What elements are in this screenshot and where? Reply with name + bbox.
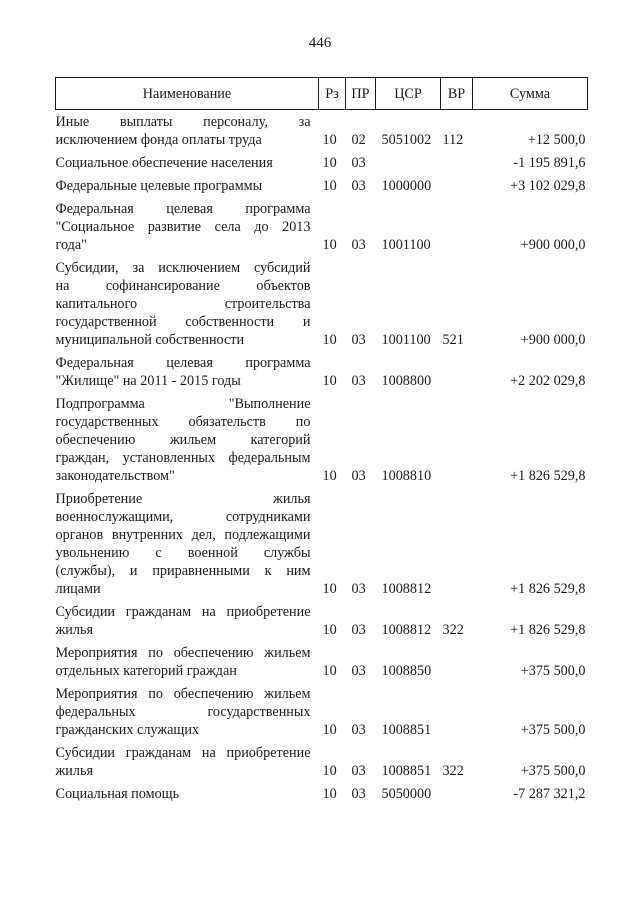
row-sum: +1 826 529,8 <box>510 581 586 597</box>
row-name <box>56 488 319 601</box>
row-name-line: "Жилище" на 2011 - 2015 годы <box>55 373 241 389</box>
header-name: Наименование <box>56 78 319 110</box>
row-name <box>56 352 319 393</box>
row-name-line: федеральных государственных <box>55 704 311 720</box>
row-name-line: Подпрограмма "Выполнение <box>55 396 311 412</box>
row-vr <box>441 783 473 806</box>
row-rz: 10 <box>322 373 337 389</box>
row-sum: +2 202 029,8 <box>510 373 586 389</box>
table-row <box>56 152 588 175</box>
row-name-line: Мероприятия по обеспечению жильем <box>55 686 311 702</box>
row-pr: 03 <box>351 763 366 779</box>
row-sum: +3 102 029,8 <box>510 178 586 194</box>
row-name <box>56 175 319 198</box>
row-sum: +375 500,0 <box>520 722 586 738</box>
row-pr: 02 <box>351 132 366 148</box>
table-row <box>56 198 588 257</box>
row-csr: 1001100 <box>381 237 431 253</box>
row-vr <box>441 642 473 683</box>
header-sum: Сумма <box>473 78 588 110</box>
table-row <box>56 601 588 642</box>
row-rz: 10 <box>322 178 337 194</box>
row-rz: 10 <box>322 468 337 484</box>
row-name-line: Федеральная целевая программа <box>55 355 311 371</box>
row-pr: 03 <box>351 237 366 253</box>
row-name-line: Мероприятия по обеспечению жильем <box>55 645 311 661</box>
table-body <box>56 110 588 807</box>
row-csr: 1001100 <box>381 332 431 348</box>
table-row <box>56 352 588 393</box>
table-row <box>56 683 588 742</box>
row-csr: 1008800 <box>381 373 432 389</box>
row-vr <box>441 393 473 488</box>
row-pr: 03 <box>351 786 366 802</box>
row-rz: 10 <box>322 622 337 638</box>
row-csr: 5050000 <box>381 786 432 802</box>
table-row <box>56 783 588 806</box>
row-rz: 10 <box>322 132 337 148</box>
row-pr: 03 <box>351 178 366 194</box>
row-pr: 03 <box>351 622 366 638</box>
row-sum: +1 826 529,8 <box>510 622 586 638</box>
row-rz: 10 <box>322 237 337 253</box>
row-name-line: Федеральная целевая программа <box>55 201 311 217</box>
row-name <box>56 257 319 352</box>
row-name-line: Федеральные целевые программы <box>55 178 263 194</box>
row-sum: -1 195 891,6 <box>513 155 586 171</box>
row-sum: +12 500,0 <box>527 132 586 148</box>
row-name-line: органов внутренних дел, подлежащими <box>55 527 311 543</box>
row-name-line: жилья <box>55 763 93 779</box>
row-name-line: законодательством" <box>55 468 175 484</box>
budget-table <box>55 77 588 806</box>
row-vr <box>441 488 473 601</box>
row-name-line: Субсидии гражданам на приобретение <box>55 604 311 620</box>
row-rz: 10 <box>322 786 337 802</box>
row-sum: +900 000,0 <box>520 332 586 348</box>
header-pr: ПР <box>346 78 376 110</box>
row-name-line: отдельных категорий граждан <box>55 663 237 679</box>
row-name <box>56 152 319 175</box>
row-rz: 10 <box>322 663 337 679</box>
row-vr <box>441 198 473 257</box>
row-name-line: Социальная помощь <box>55 786 180 802</box>
row-name-line: муниципальной собственности <box>55 332 245 348</box>
row-name-line: Субсидии гражданам на приобретение <box>55 745 311 761</box>
row-rz: 10 <box>322 722 337 738</box>
row-name <box>56 601 319 642</box>
header-vr: ВР <box>441 78 473 110</box>
table-row <box>56 393 588 488</box>
row-name-line: Субсидии, за исключением субсидий <box>55 260 311 276</box>
row-vr: 322 <box>442 622 464 638</box>
row-vr <box>441 152 473 175</box>
row-csr: 1008812 <box>381 581 432 597</box>
row-csr: 5051002 <box>381 132 432 148</box>
row-pr: 03 <box>351 581 366 597</box>
header-csr: ЦСР <box>376 78 441 110</box>
row-name <box>56 110 319 153</box>
row-name-line: капитального строительства <box>55 296 311 312</box>
row-vr: 521 <box>442 332 464 348</box>
row-name-line: исключением фонда оплаты труда <box>55 132 262 148</box>
row-vr: 112 <box>442 132 464 148</box>
row-csr: 1008850 <box>381 663 432 679</box>
row-pr: 03 <box>351 468 366 484</box>
row-pr: 03 <box>351 155 366 171</box>
row-name <box>56 683 319 742</box>
table-header <box>56 78 588 110</box>
row-csr <box>376 152 441 175</box>
row-sum: +900 000,0 <box>520 237 586 253</box>
row-name-line: государственной собственности и <box>55 314 311 330</box>
row-name-line: обеспечению жильем категорий <box>55 432 311 448</box>
row-name-line: государственных обязательств по <box>55 414 311 430</box>
row-name-line: гражданских служащих <box>55 722 200 738</box>
row-sum: +375 500,0 <box>520 763 586 779</box>
row-name <box>56 783 319 806</box>
row-name-line: Иные выплаты персоналу, за <box>55 114 311 130</box>
row-csr: 1008851 <box>381 763 432 779</box>
row-name-line: "Социальное развитие села до 2013 <box>55 219 311 235</box>
row-rz: 10 <box>322 763 337 779</box>
row-name-line: военнослужащими, сотрудниками <box>55 509 311 525</box>
row-csr: 1008851 <box>381 722 432 738</box>
row-pr: 03 <box>351 332 366 348</box>
row-csr: 1008812 <box>381 622 432 638</box>
table-row <box>56 742 588 783</box>
table-row <box>56 488 588 601</box>
row-name <box>56 642 319 683</box>
row-name <box>56 198 319 257</box>
row-csr: 1000000 <box>381 178 432 194</box>
page-number: 446 <box>308 35 332 51</box>
table-row <box>56 175 588 198</box>
row-name-line: граждан, установленных федеральным <box>55 450 311 466</box>
row-pr: 03 <box>351 373 366 389</box>
row-name-line: жилья <box>55 622 93 638</box>
header-rz: Рз <box>319 78 346 110</box>
row-name-line: на софинансирование объектов <box>55 278 311 294</box>
row-vr: 322 <box>442 763 464 779</box>
row-name-line: Социальное обеспечение населения <box>55 155 273 171</box>
row-name-line: лицами <box>55 581 101 597</box>
row-name-line: увольнению с военной службы <box>55 545 311 561</box>
row-name-line: года" <box>55 237 87 253</box>
row-sum: -7 287 321,2 <box>513 786 586 802</box>
table-row <box>56 110 588 153</box>
row-csr: 1008810 <box>381 468 432 484</box>
row-vr <box>441 683 473 742</box>
row-name <box>56 393 319 488</box>
row-sum: +375 500,0 <box>520 663 586 679</box>
table-row <box>56 257 588 352</box>
row-rz: 10 <box>322 332 337 348</box>
row-name-line: (службы), и приравненными к ним <box>55 563 311 579</box>
row-rz: 10 <box>322 155 337 171</box>
row-name <box>56 742 319 783</box>
row-vr <box>441 352 473 393</box>
row-name-line: Приобретение жилья <box>55 491 311 507</box>
row-rz: 10 <box>322 581 337 597</box>
row-sum: +1 826 529,8 <box>510 468 586 484</box>
row-vr <box>441 175 473 198</box>
table-row <box>56 642 588 683</box>
row-pr: 03 <box>351 663 366 679</box>
row-pr: 03 <box>351 722 366 738</box>
